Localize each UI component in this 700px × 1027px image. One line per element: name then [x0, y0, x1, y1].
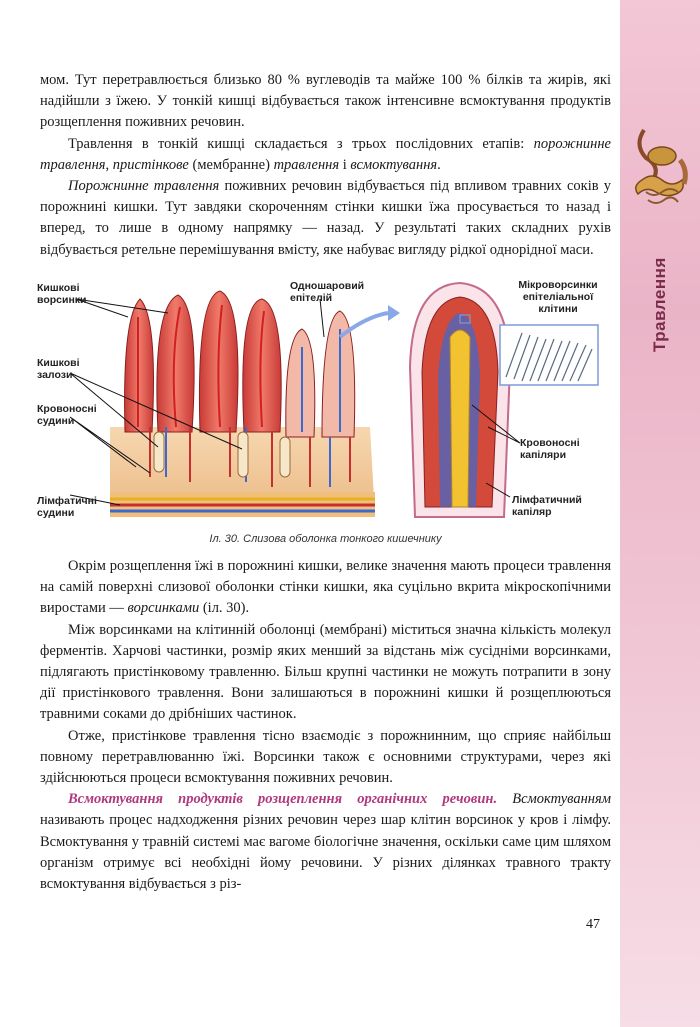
bottom-text: [40, 556, 611, 895]
section-heading: Всмоктування продуктів розщеплення органічних речовин.: [68, 791, 498, 808]
label-blood-vessels: Кровоносні судини: [37, 403, 97, 427]
illustration-30: [37, 277, 611, 527]
label-epithelium: Одношаровий епітелій: [290, 280, 365, 304]
page-number: 47: [586, 917, 600, 932]
label-lymph-vessels: Лімфатичні судини: [37, 495, 97, 519]
villi-group: [125, 291, 355, 437]
chapter-title: Травлення: [650, 257, 669, 353]
paragraph-6: Отже, пристінкове травлення тісно взаємодіє з порожнинним, що сприяє найбільш повному перетравлюванню їжі. Ворсинки також є основними структурами, через які здійснюються процеси всмоктування поживних речовин.: [40, 727, 611, 787]
digestive-system-icon: [624, 120, 696, 220]
label-intestinal-villi: Кишкові ворсинки: [37, 282, 87, 306]
label-microvilli: Мікроворсинки епітеліальної клітини: [518, 279, 598, 315]
paragraph-7: Всмоктування продуктів розщеплення органічних речовин. Всмоктуванням називають процес надходження різних речовин через шар клітин ворсинок у кров і лімфу. Всмоктування у травній системі має вагоме біологічне значення, оскільки саме цим шляхом організм отримує всі необхідні йому речовини. У різних ділянках травного тракту всмоктування відбувається з різ-: [40, 791, 611, 893]
label-lymph-capillary: Лімфатичний капіляр: [512, 494, 582, 518]
chapter-side-tab: [620, 0, 700, 1027]
label-blood-capillaries: Кровоносні капіляри: [520, 437, 580, 461]
paragraph-2: Травлення в тонкій кишці складається з трьох послідовних етапів: порожнинне травлення, пристінкове (мембранне) травлення і всмоктування.: [40, 135, 611, 173]
paragraph-3: Порожнинне травлення поживних речовин відбувається під впливом травних соків у порожнині кишки. Тут завдяки скороченням стінки кишки їжа просувається то назад і вперед, то лише в одному напрямку — назад. У результаті таких складних рухів відбувається ретельне перемішування вмісту, яке набуває вигляду рідкої однорідної маси.: [40, 178, 611, 258]
paragraph-1: мом. Тут перетравлюється близько 80 % вуглеводів та майже 100 % білків та жирів, які надійшли з їжею. У тонкій кишці відбувається також інтенсивне всмоктування продуктів розщеплення поживних речовин.: [40, 72, 611, 131]
figure-caption: Іл. 30. Слизова оболонка тонкого кишечнику: [209, 533, 442, 545]
paragraph-4: Окрім розщеплення їжі в порожнині кишки, велике значення мають процеси травлення на самій поверхні слизової оболонки стінки кишки, яка суцільно вкрита мікроскопічними виростами — ворсинками (іл. 30).: [40, 558, 611, 617]
top-text: [40, 70, 611, 261]
label-intestinal-glands: Кишкові залози: [37, 357, 80, 381]
paragraph-5: Між ворсинками на клітинній оболонці (мембрані) міститься значна кількість молекул ферментів. Харчові частинки, розмір яких менший за відстань між сусідніми ворсинками, підлягають пристінковому травленню. Більш крупні частинки не можуть потрапити в зону дії пристінкового травлення. Вони залишаються в порожнині кишки й розщеплюються травними соками до дрібніших частинок.: [40, 621, 611, 723]
